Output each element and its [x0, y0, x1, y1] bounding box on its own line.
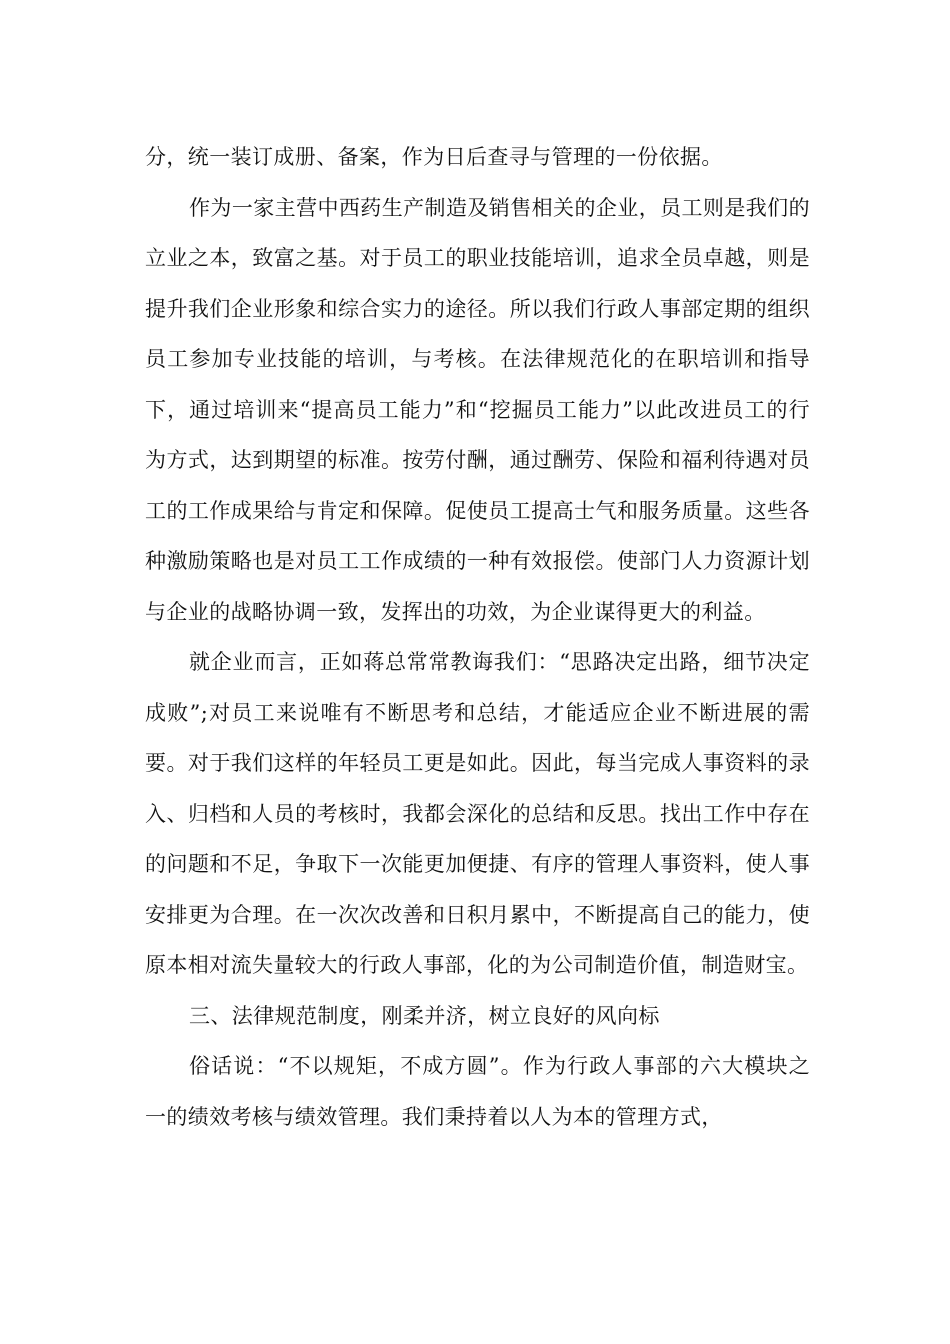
- paragraph-3: 就企业而言，正如蒋总常常教诲我们：“思路决定出路，细节决定成败”;对员工来说唯有不断思考和总结，才能适应企业不断进展的需要。对于我们这样的年轻员工更是如此。因此，每当完成人事资料的录入、归档和人员的考核时，我都会深化的总结和反思。找出工作中存在的问题和不足，争取下一次能更加便捷、有序的管理人事资料，使人事安排更为合理。在一次次改善和日积月累中，不断提高自己的能力，使原本相对流失量较大的行政人事部，化的为公司制造价值，制造财宝。: [145, 650, 810, 977]
- section-heading: 三、法律规范制度，刚柔并济，树立良好的风向标: [189, 1003, 660, 1028]
- paragraph-1: 分，统一装订成册、备案，作为日后查寻与管理的一份依据。: [145, 145, 723, 169]
- paragraph-4: 俗话说：“不以规矩，不成方圆”。作为行政人事部的六大模块之一的绩效考核与绩效管理。我们秉持着以人为本的管理方式，: [145, 1054, 810, 1129]
- document-page: [145, 132, 810, 1142]
- paragraph-2: 作为一家主营中西药生产制造及销售相关的企业，员工则是我们的立业之本，致富之基。对于员工的职业技能培训，追求全员卓越，则是提升我们企业形象和综合实力的途径。所以我们行政人事部定期的组织员工参加专业技能的培训，与考核。在法律规范化的在职培训和指导下，通过培训来“提高员工能力”和“挖掘员工能力”以此改进员工的行为方式，达到期望的标准。按劳付酬，通过酬劳、保险和福利待遇对员工的工作成果给与肯定和保障。促使员工提高士气和服务质量。这些各种激励策略也是对员工工作成绩的一种有效报偿。使部门人力资源计划与企业的战略协调一致，发挥出的功效，为企业谋得更大的利益。: [145, 195, 810, 624]
